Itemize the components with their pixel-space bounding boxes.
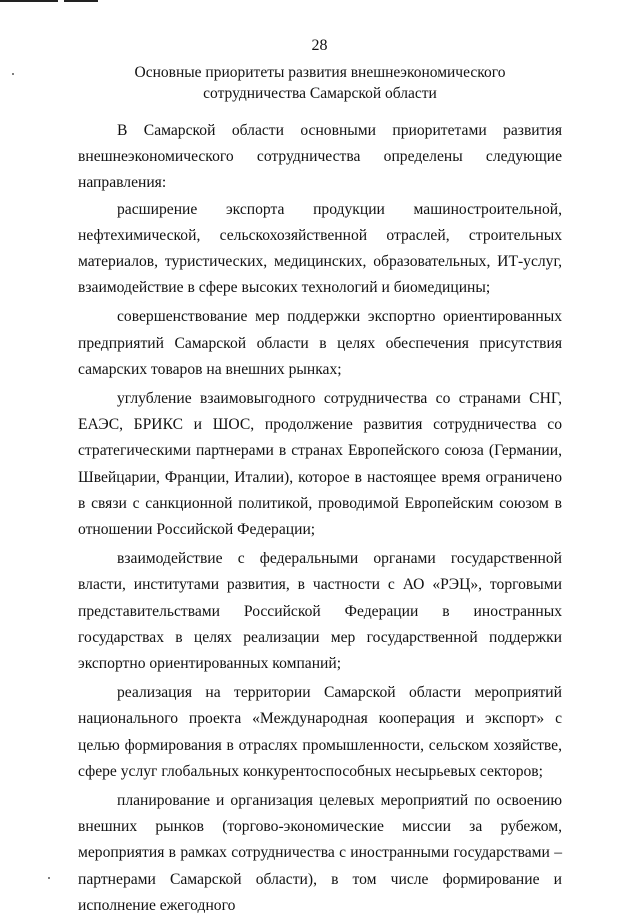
scan-edge-mark: [0, 0, 58, 2]
list-paragraph: совершенствование мер поддержки экспортно ориентированных предприятий Самарской области в целях обеспечения присутствия самарских товаров на внешних рынках;: [78, 308, 562, 378]
scan-speck: [48, 877, 50, 879]
scan-edge-mark: [64, 0, 98, 2]
list-paragraph: планирование и организация целевых мероприятий по освоению внешних рынков (торгово-экономические миссии за рубежом, мероприятия в рамках сотрудничества с иностранными государствами – партнерами Самарской области), в том числе формирование и исполнение ежегодного: [78, 792, 562, 914]
section-heading: [100, 62, 540, 104]
heading-line: сотрудничества Самарской области: [203, 85, 437, 102]
scan-speck: [12, 73, 14, 75]
list-paragraph: расширение экспорта продукции машиностроительной, нефтехимической, сельскохозяйственной отраслей, строительных материалов, туристических, медицинских, образовательных, ИТ-услуг, взаимодействие в сфере высоких технологий и биомедицины;: [78, 200, 562, 297]
document-body: [78, 118, 562, 919]
intro-paragraph: В Самарской области основными приоритетами развития внешнеэкономического сотрудничества определены следующие направления:: [78, 122, 562, 192]
page-number: 28: [311, 37, 328, 54]
list-paragraph: реализация на территории Самарской области мероприятий национального проекта «Международная кооперация и экспорт» с целью формирования в отраслях промышленности, сельском хозяйстве, сфере услуг глобальных конкурентоспособных несырьевых секторов;: [78, 684, 562, 780]
heading-line: Основные приоритеты развития внешнеэкономического: [134, 64, 506, 81]
list-paragraph: углубление взаимовыгодного сотрудничества со странами СНГ, ЕАЭС, БРИКС и ШОС, продолжение развития сотрудничества со стратегическими партнерами в странах Европейского союза (Германии, Швейцарии, Франции, Италии), которое в настоящее время ограничено в связи с санкционной политикой, проводимой Европейским союзом в отношении Российской Федерации;: [78, 390, 562, 539]
list-paragraph: взаимодействие с федеральными органами государственной власти, институтами развития, в частности с АО «РЭЦ», торговыми представительствами Российской Федерации в иностранных государствах в целях реализации мер государственной поддержки экспортно ориентированных компаний;: [78, 550, 562, 673]
